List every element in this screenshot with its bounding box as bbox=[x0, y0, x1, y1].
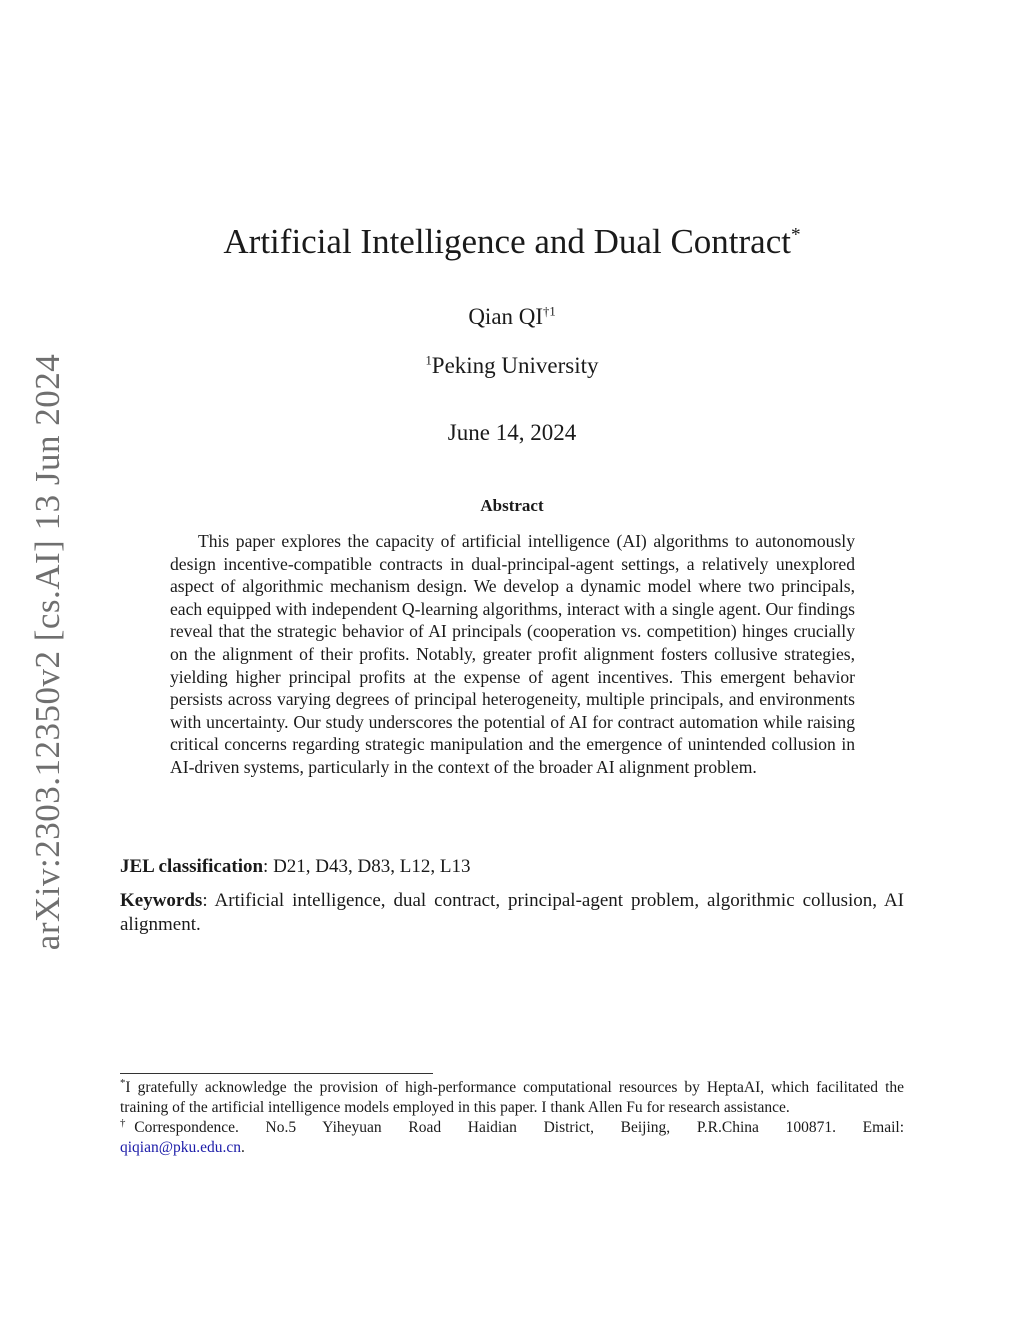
jel-label: JEL classification bbox=[120, 856, 264, 877]
author-marks: †1 bbox=[543, 304, 556, 319]
title-footnote-mark: * bbox=[790, 224, 801, 246]
keywords-label: Keywords bbox=[120, 890, 203, 911]
jel-classification bbox=[120, 855, 904, 879]
footnote-acknowledgement bbox=[120, 1078, 904, 1118]
email-link[interactable]: qiqian@pku.edu.cn bbox=[120, 1139, 242, 1156]
keywords bbox=[120, 889, 904, 937]
keywords-list: : Artificial intelligence, dual contract, principal-agent problem, algorithmic collusion, AI alignment. bbox=[120, 890, 904, 935]
abstract-heading: Abstract bbox=[480, 496, 544, 515]
footnote-mark-star: * bbox=[120, 1076, 126, 1089]
footnote-correspondence-text: Correspondence. No.5 Yiheyuan Road Haidian District, Beijing, P.R.China 100871. Email: bbox=[134, 1119, 904, 1136]
author-name: Qian QI bbox=[468, 304, 544, 329]
footnote-acknowledgement-text: I gratefully acknowledge the provision of high-performance computational resources by HeptaAI, which facilitated the training of the artificial intelligence models employed in this paper. I thank Allen Fu for research assistance. bbox=[120, 1079, 904, 1116]
publication-date: June 14, 2024 bbox=[447, 420, 577, 445]
footnote-divider bbox=[120, 1073, 433, 1074]
footnote-mark-dagger: † bbox=[120, 1116, 135, 1129]
footnote-correspondence-end: . bbox=[241, 1139, 245, 1156]
title-text: Artificial Intelligence and Dual Contract bbox=[223, 222, 791, 261]
affiliation-mark: 1 bbox=[425, 353, 432, 368]
author bbox=[120, 302, 904, 332]
paper-title bbox=[120, 220, 904, 264]
jel-codes: : D21, D43, D83, L12, L13 bbox=[263, 856, 471, 877]
abstract-body: This paper explores the capacity of artificial intelligence (AI) algorithms to autonomously design incentive-compatible contracts in dual-principal-agent settings, a relatively unexplored aspect of algorithmic mechanism design. We develop a dynamic model where two principals, each equipped with independent Q-learning algorithms, interact with a single agent. Our findings reveal that the strategic behavior of AI principals (cooperation vs. competition) hinges crucially on the alignment of their profits. Notably, greater profit alignment fosters collusive strategies, yielding higher principal profits at the expense of agent incentives. This emergent behavior persists across varying degrees of principal heterogeneity, multiple principals, and environments with uncertainty. Our study underscores the potential of AI for contract automation while raising critical concerns regarding strategic manipulation and the emergence of unintended collusion in AI-driven systems, particularly in the context of the broader AI alignment problem. bbox=[170, 531, 855, 777]
arxiv-identifier-stamp: arXiv:2303.12350v2 [cs.AI] 13 Jun 2024 bbox=[28, 353, 67, 951]
footnote-correspondence bbox=[120, 1118, 904, 1158]
affiliation-name: Peking University bbox=[431, 353, 599, 378]
affiliation bbox=[120, 351, 904, 381]
footnotes bbox=[120, 1078, 904, 1158]
